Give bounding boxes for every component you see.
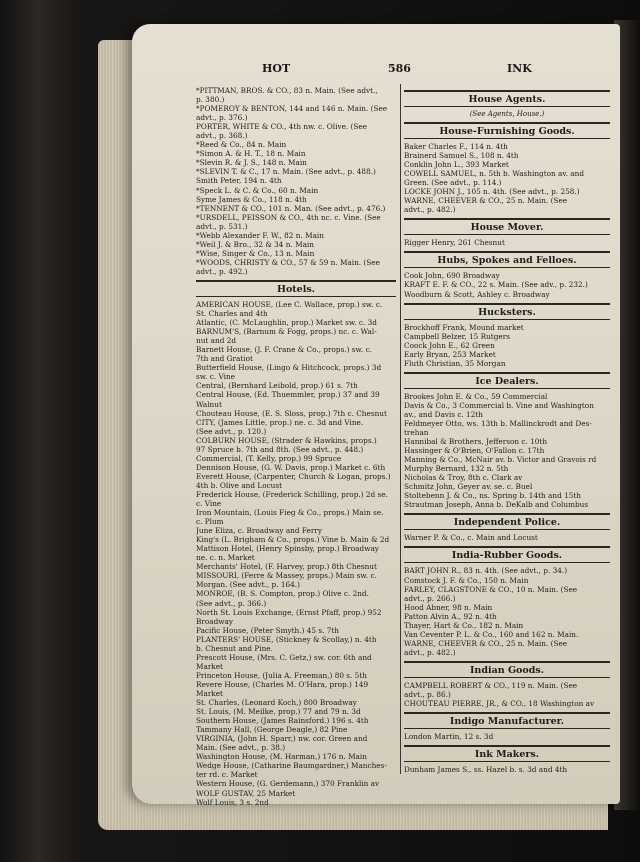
directory-entry: ne. c. n. Market [196, 553, 255, 563]
directory-entry: *Weil J. & Bro., 32 & 34 n. Main [196, 239, 314, 249]
directory-entry: Pacific House, (Peter Smyth.) 45 s. 7th [196, 625, 340, 635]
directory-entry: 7th and Gratiot [196, 354, 253, 364]
directory-entry: CITY, (James Little, prop.) ne. c. 3d and Vine. [196, 417, 364, 427]
page-number: 586 [388, 62, 411, 75]
directory-entry: p. 380.) [196, 95, 225, 105]
directory-entry: Stoltebenn J. & Co., ns. Spring b. 14th and 15th [404, 491, 582, 501]
directory-entry: Broadway [196, 616, 233, 626]
section-heading: House Mover. [404, 218, 610, 235]
directory-entry: advt., p. 86.) [404, 689, 451, 699]
directory-entry: Strautman Joseph, Anna b. DeKalb and Columbus [404, 500, 589, 510]
directory-entry: *Reed & Co., 84 n. Main [196, 140, 287, 150]
directory-entry: c. Plum [196, 517, 224, 527]
directory-entry: London Martin, 12 s. 3d [404, 732, 494, 742]
section [404, 251, 610, 298]
directory-entry: c. Vine [196, 499, 222, 509]
directory-entry: advt., p. 531.) [196, 221, 248, 231]
directory-entry: *PITTMAN, BROS. & CO., 83 n. Main. (See advt., [196, 86, 378, 95]
section [404, 218, 610, 247]
section-heading: Independent Police. [404, 513, 610, 530]
section [404, 372, 610, 510]
directory-entry: Baker Charles F., 114 n. 4th [404, 142, 508, 151]
directory-entry: COLBURN HOUSE, (Strader & Hawkins, props.) [196, 435, 377, 445]
directory-entry: Central, (Bernhard Leibold, prop.) 61 s. 7th [196, 381, 358, 391]
directory-entry: Patton Alvin A., 92 n. 4th [404, 611, 497, 621]
directory-entry: Washington House, (M. Harman,) 176 n. Main [196, 752, 367, 762]
directory-entry: Wedge House, (Catharine Baumgardner,) Manches- [196, 761, 387, 771]
directory-entry: Barnett House, (J. F. Crane & Co., props.) sw. c. [196, 345, 372, 355]
section [404, 661, 610, 708]
directory-entry: Schmitz John, Geyer av. se. c. Buel [404, 482, 533, 492]
section-cross-reference: (See Agents, House.) [469, 110, 545, 118]
directory-entry: WARNE, CHEEVER & CO., 25 n. Main. (See [404, 196, 568, 206]
directory-entry: Mattison Hotel, (Henry Spinsby, prop.) Broadway [196, 544, 379, 554]
directory-entry: *TENNENT & CO., 101 n. Man. (See advt., p. 476.) [196, 203, 386, 213]
directory-entry: Syme James & Co., 118 n. 4th [196, 194, 307, 204]
directory-entry: Hassinger & O'Brien, O'Fallon c. 17th [404, 446, 545, 456]
directory-entry: COWELL SAMUEL, n. 5th b. Washington av. and [404, 169, 585, 179]
directory-entry: b. Chesnut and Pine. [196, 643, 273, 653]
directory-entry: Merchants' Hotel, (F. Harvey, prop.) 8th Chesnut [196, 562, 377, 572]
directory-entry: Frederick House, (Frederick Schilling, prop.) 2d se. [196, 489, 388, 499]
directory-entry: Brookes John E. & Co., 59 Commercial [404, 391, 548, 401]
directory-entry: Hannibal & Brothers, Jefferson c. 10th [404, 437, 548, 447]
directory-entry: Woodburn & Scott, Ashley c. Broadway [404, 289, 550, 299]
section-heading: Hotels. [196, 280, 396, 297]
directory-entry: Walnut [196, 399, 222, 409]
directory-entry: advt., p. 482.) [404, 205, 456, 215]
directory-entry: Princeton House, (Julia A. Freeman,) 80 s. 5th [196, 670, 367, 680]
directory-entry: Market [196, 689, 223, 698]
directory-entry: Early Bryan, 253 Market [404, 349, 496, 359]
directory-entry: Main. (See advt., p. 38.) [196, 743, 286, 753]
directory-entry: Tammany Hall, (George Deagle,) 82 Pine [196, 725, 348, 735]
directory-entry: Rigger Henry, 261 Chesnut [404, 238, 505, 248]
directory-entry: PORTER, WHITE & CO., 4th nw. c. Olive. (See [196, 122, 368, 132]
directory-entry: Murphy Bernard, 132 n. 5th [404, 464, 509, 474]
left-column [196, 86, 396, 807]
directory-entry: AMERICAN HOUSE, (Lee C. Wallace, prop.) sw. c. [196, 299, 383, 309]
section [404, 513, 610, 542]
section [404, 745, 610, 774]
directory-entry: (See advt., p. 120.) [196, 426, 267, 436]
directory-entry: Everett House, (Carpenter, Church & Logan, props.) [196, 471, 391, 481]
directory-entry: 4th b. Olive and Locust [196, 480, 283, 490]
section-heading: Indigo Manufacturer. [404, 712, 610, 729]
directory-entry: *Simon A. & H. T., 18 n. Main [196, 149, 306, 159]
directory-entry: St. Louis, (M. Meilke, prop.) 77 and 79 n. 3d [196, 707, 361, 717]
directory-entry: av., and Davis c. 12th [404, 409, 483, 419]
directory-entry: ter rd. c. Market [196, 770, 258, 780]
directory-entry: LOCKE JOHN J., 105 n. 4th. (See advt., p. 258.) [404, 187, 580, 197]
directory-entry: North St. Louis Exchange, (Ernst Pfaff, prop.) 952 [196, 607, 382, 617]
section-heading: Indian Goods. [404, 661, 610, 678]
directory-entry: St. Charles, (Leonard Koch,) 800 Broadway [196, 698, 357, 708]
directory-entry: Atlantic, (C. McLaughlin, prop.) Market sw. c. 3d [196, 318, 377, 328]
directory-entry: Smith Peter, 194 n. 4th [196, 176, 282, 186]
directory-entry: Morgan. (See advt., p. 164.) [196, 580, 300, 590]
directory-entry: Hood Abner, 98 n. Main [404, 602, 493, 612]
directory-entry: MISSOURI, (Ferre & Massey, props.) Main sw. c. [196, 571, 377, 581]
column-divider [400, 84, 401, 774]
directory-entry: advt., p. 376.) [196, 113, 248, 123]
directory-entry: BART JOHN R., 83 n. 4th. (See advt., p. 34.) [404, 566, 568, 576]
directory-entry: Brockhoff Frank, Mound market [404, 322, 524, 332]
directory-entry: *Speck L. & C. & Co., 60 n. Main [196, 185, 319, 195]
section [404, 712, 610, 741]
directory-entry: Western House, (G. Gerdemann,) 370 Franklin av [196, 779, 380, 789]
directory-entry: WARNE, CHEEVER & CO., 25 n. Main. (See [404, 638, 568, 648]
directory-entry: Thayer, Hart & Co., 182 n. Main [404, 620, 524, 630]
directory-entry: *Webb Alexander F. W., 82 n. Main [196, 230, 324, 240]
directory-entry: *SLEVIN T. & C., 17 n. Main. (See advt., p. 488.) [196, 167, 376, 177]
directory-entry: Green. (See advt., p. 114.) [404, 178, 502, 188]
section [196, 280, 396, 807]
directory-entry: advt., p. 266.) [404, 593, 456, 603]
directory-entry: sw. c. Vine [196, 372, 235, 382]
directory-entry: (See advt., p. 366.) [196, 598, 267, 608]
directory-entry: BARNUM'S, (Barnum & Fogg, props.) nc. c. Wal- [196, 327, 377, 337]
directory-entry: Market [196, 661, 223, 671]
directory-entry: nut and 2d [196, 336, 237, 346]
directory-entry: St. Charles and 4th [196, 309, 268, 319]
directory-entry: Warner P. & Co., c. Main and Locust [404, 533, 538, 543]
directory-entry: Coock John E., 62 Green [404, 340, 495, 350]
directory-entry: Comstock J. F. & Co., 150 n. Main [404, 575, 529, 585]
directory-entry: Dunham James S., ss. Hazel b. s. 3d and 4th [404, 765, 568, 775]
directory-entry: FARLEY, CLAGSTONE & CO., 10 n. Main. (See [404, 584, 578, 594]
directory-entry: PLANTERS' HOUSE, (Stickney & Scollay,) n. 4th [196, 634, 377, 644]
directory-entry: advt., p. 482.) [404, 647, 456, 657]
directory-entry: Iron Mountain, (Louis Fieg & Co., props.) Main se. [196, 508, 384, 518]
directory-entry: CHOUTEAU PIERRE, JR., & CO., 18 Washington av [404, 699, 595, 709]
section-heading: India-Rubber Goods. [404, 546, 610, 563]
directory-entry: *POMEROY & BENTON, 144 and 146 n. Main. (See [196, 104, 388, 114]
directory-entry: WOLF GUSTAV, 25 Market [196, 788, 296, 798]
section-heading: House Agents. [404, 90, 610, 107]
directory-entry: Campbell Belzer, 15 Rutgers [404, 331, 510, 341]
directory-entry: CAMPBELL ROBERT & CO., 119 n. Main. (See [404, 680, 578, 690]
directory-entry: *WOODS, CHRISTY & CO., 57 & 59 n. Main. (See [196, 257, 380, 267]
directory-entry: Dennison House, (G. W. Davis, prop.) Market c. 6th [196, 462, 386, 472]
directory-entry: KRAFT E. F. & CO., 22 s. Main. (See adv., p. 232.) [404, 280, 588, 290]
section [404, 303, 610, 368]
directory-entry: Van Ceventer P. L. & Co., 160 and 162 n. Main. [404, 629, 579, 639]
directory-entry: Manning & Co., McNair av. b. Victor and Gravois rd [404, 455, 597, 465]
directory-entry: Chouteau House, (E. S. Sloss, prop.) 7th c. Chesnut [196, 408, 387, 418]
running-head-right: INK [507, 62, 532, 75]
directory-entry: Southern House, (James Rainsford.) 196 s. 4th [196, 716, 369, 726]
directory-entry: King's (L. Brigham & Co., props.) Vine b. Main & 2d [196, 535, 390, 545]
directory-entry: trehan [404, 427, 429, 437]
section-heading: Ink Makers. [404, 745, 610, 762]
directory-entry: Conklin John L., 393 Market [404, 160, 509, 170]
section-heading: Ice Dealers. [404, 372, 610, 389]
directory-entry: Fluth Christian, 35 Morgan [404, 358, 506, 368]
directory-entry: Commercial, (T. Kelly, prop.) 99 Spruce [196, 453, 342, 463]
right-column [404, 86, 610, 774]
directory-entry: Feldmeyer Otto, ws. 13th b. Mallinckrodt and Des- [404, 418, 592, 428]
directory-entry: Cook John, 690 Broadway [404, 271, 500, 281]
directory-entry: advt., p. 368.) [196, 131, 248, 141]
directory-entry: VIRGINIA, (John H. Sparr,) nw. cor. Green and [196, 734, 368, 744]
running-head-left: HOT [262, 62, 291, 75]
directory-entry: Nicholas & Troy, 8th c. Clark av [404, 473, 523, 483]
directory-entry: *Wise, Singer & Co., 13 n. Main [196, 248, 315, 258]
directory-entry: June Eliza, c. Broadway and Ferry [196, 526, 322, 536]
directory-entry: Davis & Co., 3 Commercial b. Vine and Washington [404, 400, 594, 410]
directory-entry: *URSDELL, PEISSON & CO., 4th nc. c. Vine. (See [196, 212, 381, 222]
directory-entry: Central House, (Ed. Thuemmler, prop.) 37 and 39 [196, 390, 380, 400]
section [404, 546, 610, 656]
section-heading: House-Furnishing Goods. [404, 122, 610, 139]
section-heading: Hubs, Spokes and Felloes. [404, 251, 610, 268]
directory-entry: Wolf Louis, 3 s. 2nd [196, 797, 269, 807]
section-heading: Hucksters. [404, 303, 610, 320]
directory-entry: advt., p. 492.) [196, 266, 248, 276]
directory-entry: 97 Spruce b. 7th and 8th. (See advt., p. 448.) [196, 444, 364, 454]
section [404, 122, 610, 214]
directory-entry: Brainerd Samuel S., 108 n. 4th [404, 151, 519, 161]
directory-entry: Prescott House, (Mrs. C. Getz,) sw. cor. 6th and [196, 652, 372, 662]
directory-entry: MONROE, (B. S. Compton, prop.) Olive c. 2nd. [196, 589, 369, 599]
directory-entry: *Slevin R. & J. S., 148 n. Main [196, 158, 307, 168]
directory-entry: Butterfield House, (Lingo & Hitchcock, props.) 3d [196, 363, 382, 373]
directory-entry: Revere House, (Charles M. O'Hara, prop.) 149 [196, 679, 369, 689]
section [404, 90, 610, 118]
